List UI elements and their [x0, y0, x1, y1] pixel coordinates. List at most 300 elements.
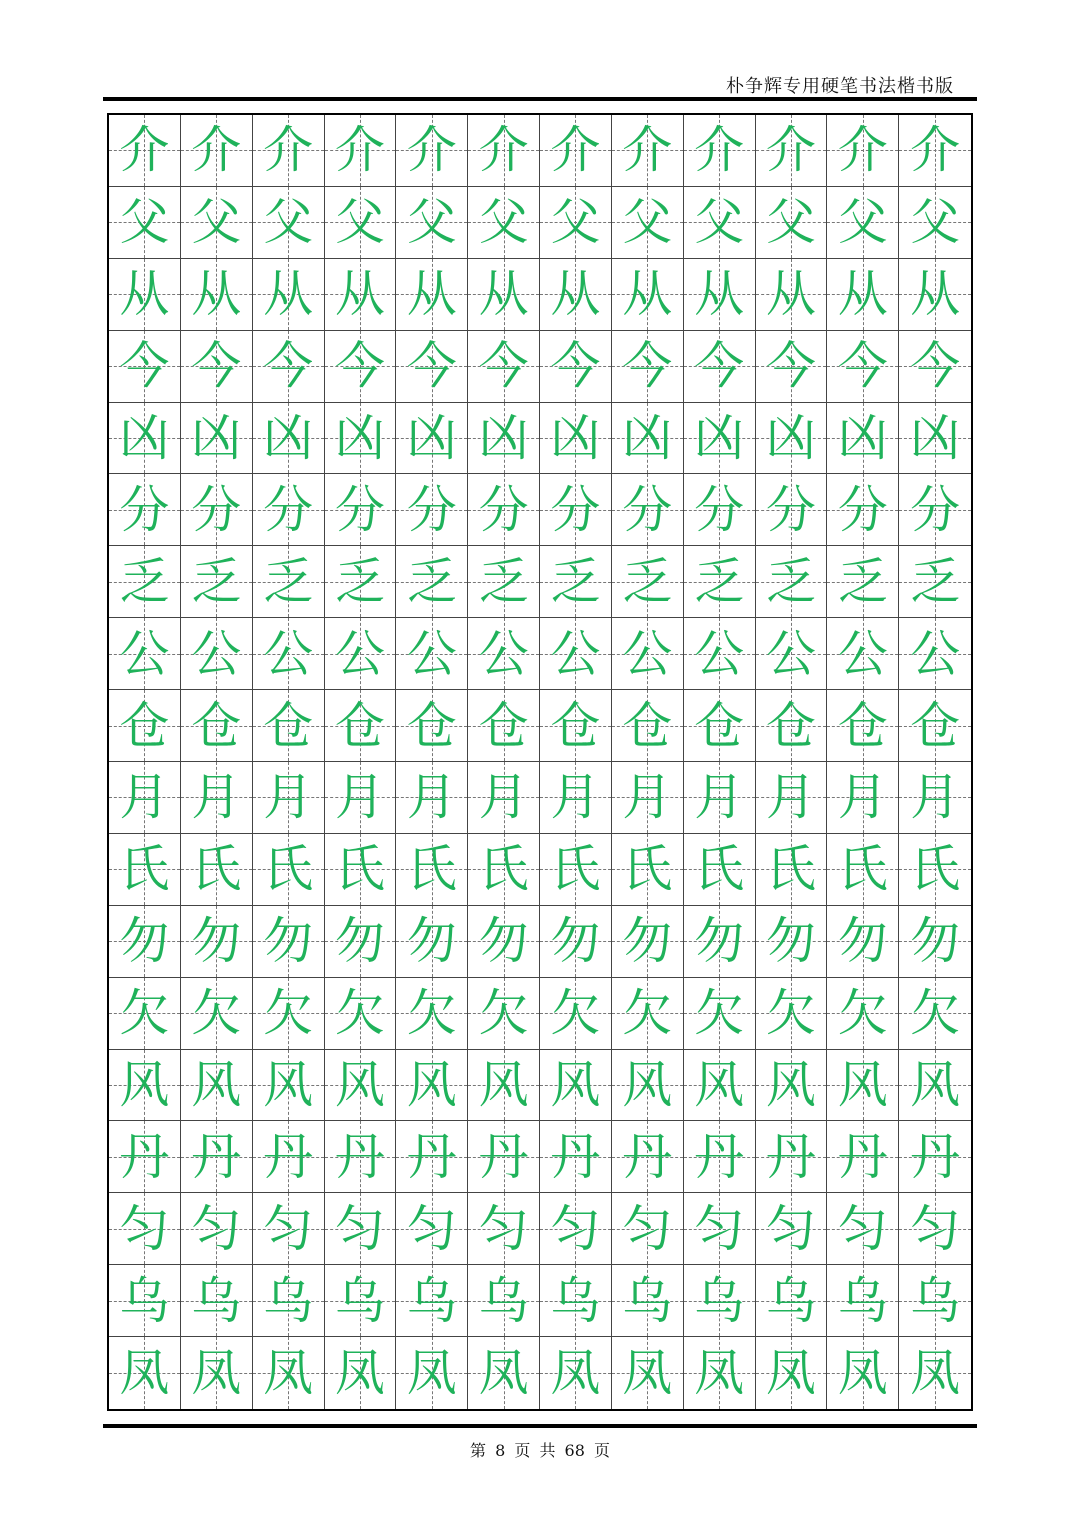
practice-cell	[756, 834, 828, 906]
practice-character: 仓	[765, 696, 816, 755]
practice-character: 乌	[765, 1271, 816, 1330]
practice-cell	[684, 115, 756, 187]
practice-character: 公	[694, 624, 745, 683]
practice-cell	[325, 906, 397, 978]
practice-cell	[396, 474, 468, 546]
practice-cell	[756, 1050, 828, 1122]
practice-cell	[684, 474, 756, 546]
practice-cell	[396, 187, 468, 259]
practice-cell	[756, 1193, 828, 1265]
practice-cell	[540, 1050, 612, 1122]
practice-cell	[540, 474, 612, 546]
practice-cell	[181, 690, 253, 762]
practice-cell	[684, 762, 756, 834]
practice-character: 介	[406, 121, 457, 180]
practice-cell	[899, 978, 971, 1050]
practice-character: 凤	[478, 1344, 529, 1403]
practice-character: 欠	[191, 984, 242, 1043]
practice-cell	[253, 762, 325, 834]
practice-cell	[253, 1337, 325, 1409]
practice-cell	[612, 259, 684, 331]
practice-cell	[325, 1121, 397, 1193]
practice-cell	[827, 331, 899, 403]
practice-character: 乏	[837, 552, 888, 611]
practice-cell	[325, 187, 397, 259]
practice-cell	[684, 834, 756, 906]
practice-character: 风	[119, 1055, 170, 1114]
practice-cell	[325, 115, 397, 187]
practice-character: 父	[406, 193, 457, 252]
practice-character: 风	[478, 1055, 529, 1114]
practice-character: 丹	[406, 1127, 457, 1186]
practice-cell	[468, 1050, 540, 1122]
practice-character: 今	[910, 337, 961, 396]
practice-character: 凤	[119, 1344, 170, 1403]
practice-character: 分	[334, 480, 385, 539]
practice-cell	[253, 834, 325, 906]
practice-character: 凶	[550, 408, 601, 467]
practice-cell	[899, 187, 971, 259]
practice-character: 从	[837, 265, 888, 324]
practice-cell	[684, 906, 756, 978]
practice-character: 乌	[478, 1271, 529, 1330]
practice-character: 分	[622, 480, 673, 539]
practice-cell	[325, 1265, 397, 1337]
practice-character: 父	[622, 193, 673, 252]
practice-cell	[827, 403, 899, 475]
practice-character: 勿	[406, 912, 457, 971]
practice-character: 氏	[263, 840, 314, 899]
practice-cell	[253, 331, 325, 403]
practice-character: 匀	[694, 1199, 745, 1258]
practice-character: 氏	[191, 840, 242, 899]
practice-cell	[827, 115, 899, 187]
practice-character: 氏	[694, 840, 745, 899]
practice-character: 匀	[622, 1199, 673, 1258]
practice-character: 公	[263, 624, 314, 683]
practice-character: 凤	[550, 1344, 601, 1403]
practice-character: 勿	[622, 912, 673, 971]
practice-character: 今	[837, 337, 888, 396]
practice-cell	[899, 762, 971, 834]
practice-cell	[540, 618, 612, 690]
practice-character: 月	[478, 768, 529, 827]
practice-cell	[468, 331, 540, 403]
practice-character: 匀	[910, 1199, 961, 1258]
practice-character: 分	[119, 480, 170, 539]
practice-character: 父	[550, 193, 601, 252]
practice-character: 父	[765, 193, 816, 252]
practice-character: 勿	[694, 912, 745, 971]
practice-character: 介	[191, 121, 242, 180]
practice-character: 凶	[478, 408, 529, 467]
practice-character: 从	[910, 265, 961, 324]
practice-cell	[899, 1193, 971, 1265]
practice-character: 分	[191, 480, 242, 539]
practice-character: 公	[837, 624, 888, 683]
practice-character: 从	[765, 265, 816, 324]
practice-character: 丹	[119, 1127, 170, 1186]
practice-cell	[612, 474, 684, 546]
practice-cell	[253, 978, 325, 1050]
practice-character: 风	[406, 1055, 457, 1114]
practice-character: 乏	[478, 552, 529, 611]
practice-cell	[181, 762, 253, 834]
practice-cell	[253, 474, 325, 546]
practice-cell	[468, 115, 540, 187]
practice-cell	[827, 906, 899, 978]
practice-character: 匀	[550, 1199, 601, 1258]
practice-character: 凶	[119, 408, 170, 467]
practice-character: 凤	[765, 1344, 816, 1403]
practice-cell	[684, 978, 756, 1050]
practice-character: 介	[550, 121, 601, 180]
practice-cell	[181, 331, 253, 403]
practice-cell	[899, 474, 971, 546]
practice-character: 乏	[550, 552, 601, 611]
practice-character: 凤	[622, 1344, 673, 1403]
practice-cell	[109, 1337, 181, 1409]
practice-character: 凶	[765, 408, 816, 467]
practice-character: 乏	[910, 552, 961, 611]
practice-character: 风	[550, 1055, 601, 1114]
practice-character: 公	[119, 624, 170, 683]
practice-character: 丹	[765, 1127, 816, 1186]
practice-character: 丹	[550, 1127, 601, 1186]
practice-character: 凶	[406, 408, 457, 467]
practice-character: 氏	[406, 840, 457, 899]
practice-cell	[181, 1337, 253, 1409]
practice-cell	[468, 403, 540, 475]
practice-character: 今	[694, 337, 745, 396]
practice-character: 凶	[263, 408, 314, 467]
practice-character: 凤	[910, 1344, 961, 1403]
practice-character: 乌	[910, 1271, 961, 1330]
practice-character: 乌	[694, 1271, 745, 1330]
practice-character: 丹	[191, 1127, 242, 1186]
practice-cell	[181, 834, 253, 906]
practice-cell	[468, 187, 540, 259]
practice-character: 乌	[406, 1271, 457, 1330]
practice-character: 氏	[550, 840, 601, 899]
practice-cell	[756, 115, 828, 187]
practice-cell	[181, 978, 253, 1050]
practice-cell	[181, 403, 253, 475]
practice-cell	[181, 1050, 253, 1122]
practice-cell	[396, 115, 468, 187]
practice-cell	[109, 474, 181, 546]
practice-cell	[109, 618, 181, 690]
practice-cell	[827, 762, 899, 834]
practice-character: 乏	[263, 552, 314, 611]
practice-cell	[684, 1265, 756, 1337]
practice-character: 匀	[406, 1199, 457, 1258]
practice-character: 月	[191, 768, 242, 827]
practice-character: 乌	[334, 1271, 385, 1330]
practice-character: 父	[910, 193, 961, 252]
page-header-title: 朴争辉专用硬笔书法楷书版	[726, 76, 954, 97]
practice-character: 介	[694, 121, 745, 180]
practice-cell	[756, 546, 828, 618]
practice-cell	[899, 1337, 971, 1409]
practice-cell	[540, 115, 612, 187]
practice-character: 仓	[334, 696, 385, 755]
practice-character: 分	[694, 480, 745, 539]
practice-cell	[253, 403, 325, 475]
practice-character: 匀	[191, 1199, 242, 1258]
practice-grid	[107, 113, 973, 1411]
practice-cell	[756, 618, 828, 690]
practice-character: 月	[550, 768, 601, 827]
practice-cell	[468, 618, 540, 690]
practice-character: 父	[334, 193, 385, 252]
practice-character: 今	[191, 337, 242, 396]
practice-cell	[827, 1121, 899, 1193]
practice-cell	[468, 1121, 540, 1193]
practice-cell	[253, 1121, 325, 1193]
practice-character: 丹	[694, 1127, 745, 1186]
practice-cell	[181, 906, 253, 978]
practice-character: 今	[765, 337, 816, 396]
practice-cell	[612, 1337, 684, 1409]
practice-character: 匀	[765, 1199, 816, 1258]
practice-cell	[612, 762, 684, 834]
practice-character: 公	[334, 624, 385, 683]
practice-character: 勿	[837, 912, 888, 971]
practice-character: 勿	[119, 912, 170, 971]
practice-character: 介	[478, 121, 529, 180]
practice-cell	[756, 762, 828, 834]
practice-character: 乏	[119, 552, 170, 611]
practice-cell	[396, 978, 468, 1050]
practice-cell	[899, 259, 971, 331]
practice-cell	[253, 115, 325, 187]
practice-cell	[684, 1337, 756, 1409]
practice-cell	[756, 1121, 828, 1193]
practice-character: 介	[119, 121, 170, 180]
practice-cell	[612, 978, 684, 1050]
page-number: 第 8 页 共 68 页	[470, 1441, 610, 1460]
practice-character: 欠	[837, 984, 888, 1043]
practice-character: 风	[765, 1055, 816, 1114]
practice-character: 乏	[622, 552, 673, 611]
practice-cell	[684, 690, 756, 762]
practice-character: 匀	[119, 1199, 170, 1258]
practice-cell	[827, 690, 899, 762]
practice-cell	[253, 546, 325, 618]
practice-character: 丹	[622, 1127, 673, 1186]
practice-character: 凶	[622, 408, 673, 467]
practice-cell	[612, 906, 684, 978]
practice-cell	[827, 834, 899, 906]
practice-cell	[540, 1337, 612, 1409]
practice-cell	[325, 1050, 397, 1122]
practice-cell	[396, 762, 468, 834]
practice-cell	[253, 1050, 325, 1122]
practice-character: 月	[263, 768, 314, 827]
practice-character: 凤	[694, 1344, 745, 1403]
practice-cell	[468, 906, 540, 978]
practice-cell	[684, 1193, 756, 1265]
practice-cell	[899, 690, 971, 762]
practice-cell	[109, 1265, 181, 1337]
practice-character: 乌	[550, 1271, 601, 1330]
practice-cell	[109, 834, 181, 906]
practice-cell	[109, 1121, 181, 1193]
practice-cell	[899, 403, 971, 475]
practice-character: 今	[406, 337, 457, 396]
practice-cell	[468, 259, 540, 331]
practice-character: 欠	[119, 984, 170, 1043]
practice-character: 月	[622, 768, 673, 827]
practice-cell	[756, 906, 828, 978]
practice-cell	[540, 978, 612, 1050]
practice-cell	[827, 546, 899, 618]
practice-cell	[396, 331, 468, 403]
practice-cell	[612, 1193, 684, 1265]
practice-character: 分	[550, 480, 601, 539]
practice-cell	[827, 1265, 899, 1337]
practice-character: 仓	[191, 696, 242, 755]
practice-cell	[468, 1337, 540, 1409]
practice-cell	[756, 403, 828, 475]
practice-cell	[253, 1193, 325, 1265]
practice-cell	[181, 1121, 253, 1193]
practice-cell	[684, 546, 756, 618]
practice-cell	[396, 1050, 468, 1122]
practice-character: 乌	[119, 1271, 170, 1330]
practice-character: 勿	[910, 912, 961, 971]
practice-cell	[756, 259, 828, 331]
practice-character: 凶	[334, 408, 385, 467]
practice-cell	[684, 331, 756, 403]
practice-character: 氏	[478, 840, 529, 899]
practice-character: 从	[119, 265, 170, 324]
practice-cell	[468, 546, 540, 618]
practice-character: 仓	[263, 696, 314, 755]
practice-cell	[899, 546, 971, 618]
practice-cell	[468, 690, 540, 762]
practice-cell	[325, 546, 397, 618]
practice-character: 匀	[334, 1199, 385, 1258]
practice-character: 风	[263, 1055, 314, 1114]
practice-cell	[827, 978, 899, 1050]
practice-cell	[396, 618, 468, 690]
practice-cell	[540, 1193, 612, 1265]
practice-character: 今	[622, 337, 673, 396]
practice-character: 仓	[694, 696, 745, 755]
practice-cell	[325, 331, 397, 403]
practice-cell	[109, 906, 181, 978]
practice-character: 父	[263, 193, 314, 252]
practice-character: 凤	[406, 1344, 457, 1403]
practice-cell	[540, 187, 612, 259]
practice-cell	[181, 115, 253, 187]
practice-character: 从	[622, 265, 673, 324]
practice-cell	[540, 834, 612, 906]
practice-cell	[396, 546, 468, 618]
practice-character: 从	[550, 265, 601, 324]
practice-character: 凤	[837, 1344, 888, 1403]
practice-character: 欠	[550, 984, 601, 1043]
practice-cell	[325, 1193, 397, 1265]
practice-character: 凤	[191, 1344, 242, 1403]
practice-character: 匀	[837, 1199, 888, 1258]
practice-character: 氏	[622, 840, 673, 899]
practice-cell	[181, 474, 253, 546]
practice-character: 仓	[478, 696, 529, 755]
practice-cell	[827, 259, 899, 331]
practice-cell	[612, 187, 684, 259]
practice-cell	[253, 259, 325, 331]
practice-cell	[253, 187, 325, 259]
practice-character: 月	[694, 768, 745, 827]
practice-character: 勿	[191, 912, 242, 971]
practice-character: 月	[910, 768, 961, 827]
practice-cell	[109, 690, 181, 762]
practice-character: 仓	[910, 696, 961, 755]
practice-character: 风	[910, 1055, 961, 1114]
practice-character: 月	[119, 768, 170, 827]
practice-character: 分	[406, 480, 457, 539]
practice-cell	[253, 618, 325, 690]
practice-cell	[684, 259, 756, 331]
practice-cell	[540, 762, 612, 834]
practice-character: 月	[765, 768, 816, 827]
practice-cell	[109, 762, 181, 834]
practice-cell	[612, 690, 684, 762]
footer-rule	[103, 1424, 977, 1428]
practice-character: 从	[478, 265, 529, 324]
practice-character: 仓	[550, 696, 601, 755]
practice-cell	[827, 187, 899, 259]
practice-character: 公	[910, 624, 961, 683]
practice-character: 乌	[191, 1271, 242, 1330]
practice-cell	[253, 1265, 325, 1337]
practice-character: 欠	[406, 984, 457, 1043]
practice-character: 公	[550, 624, 601, 683]
practice-cell	[540, 259, 612, 331]
practice-cell	[396, 1193, 468, 1265]
practice-cell	[756, 474, 828, 546]
practice-character: 介	[263, 121, 314, 180]
practice-cell	[756, 1265, 828, 1337]
practice-cell	[109, 187, 181, 259]
practice-character: 仓	[837, 696, 888, 755]
practice-cell	[109, 1193, 181, 1265]
practice-character: 欠	[765, 984, 816, 1043]
practice-character: 乏	[694, 552, 745, 611]
practice-character: 父	[119, 193, 170, 252]
practice-character: 分	[478, 480, 529, 539]
practice-character: 凶	[910, 408, 961, 467]
practice-cell	[827, 618, 899, 690]
practice-cell	[899, 906, 971, 978]
practice-character: 分	[837, 480, 888, 539]
practice-character: 丹	[334, 1127, 385, 1186]
practice-cell	[899, 115, 971, 187]
practice-character: 仓	[622, 696, 673, 755]
practice-character: 勿	[478, 912, 529, 971]
practice-character: 凶	[837, 408, 888, 467]
practice-cell	[756, 331, 828, 403]
practice-cell	[325, 618, 397, 690]
practice-character: 勿	[550, 912, 601, 971]
practice-cell	[684, 1121, 756, 1193]
practice-cell	[396, 1121, 468, 1193]
practice-cell	[109, 546, 181, 618]
practice-character: 仓	[119, 696, 170, 755]
